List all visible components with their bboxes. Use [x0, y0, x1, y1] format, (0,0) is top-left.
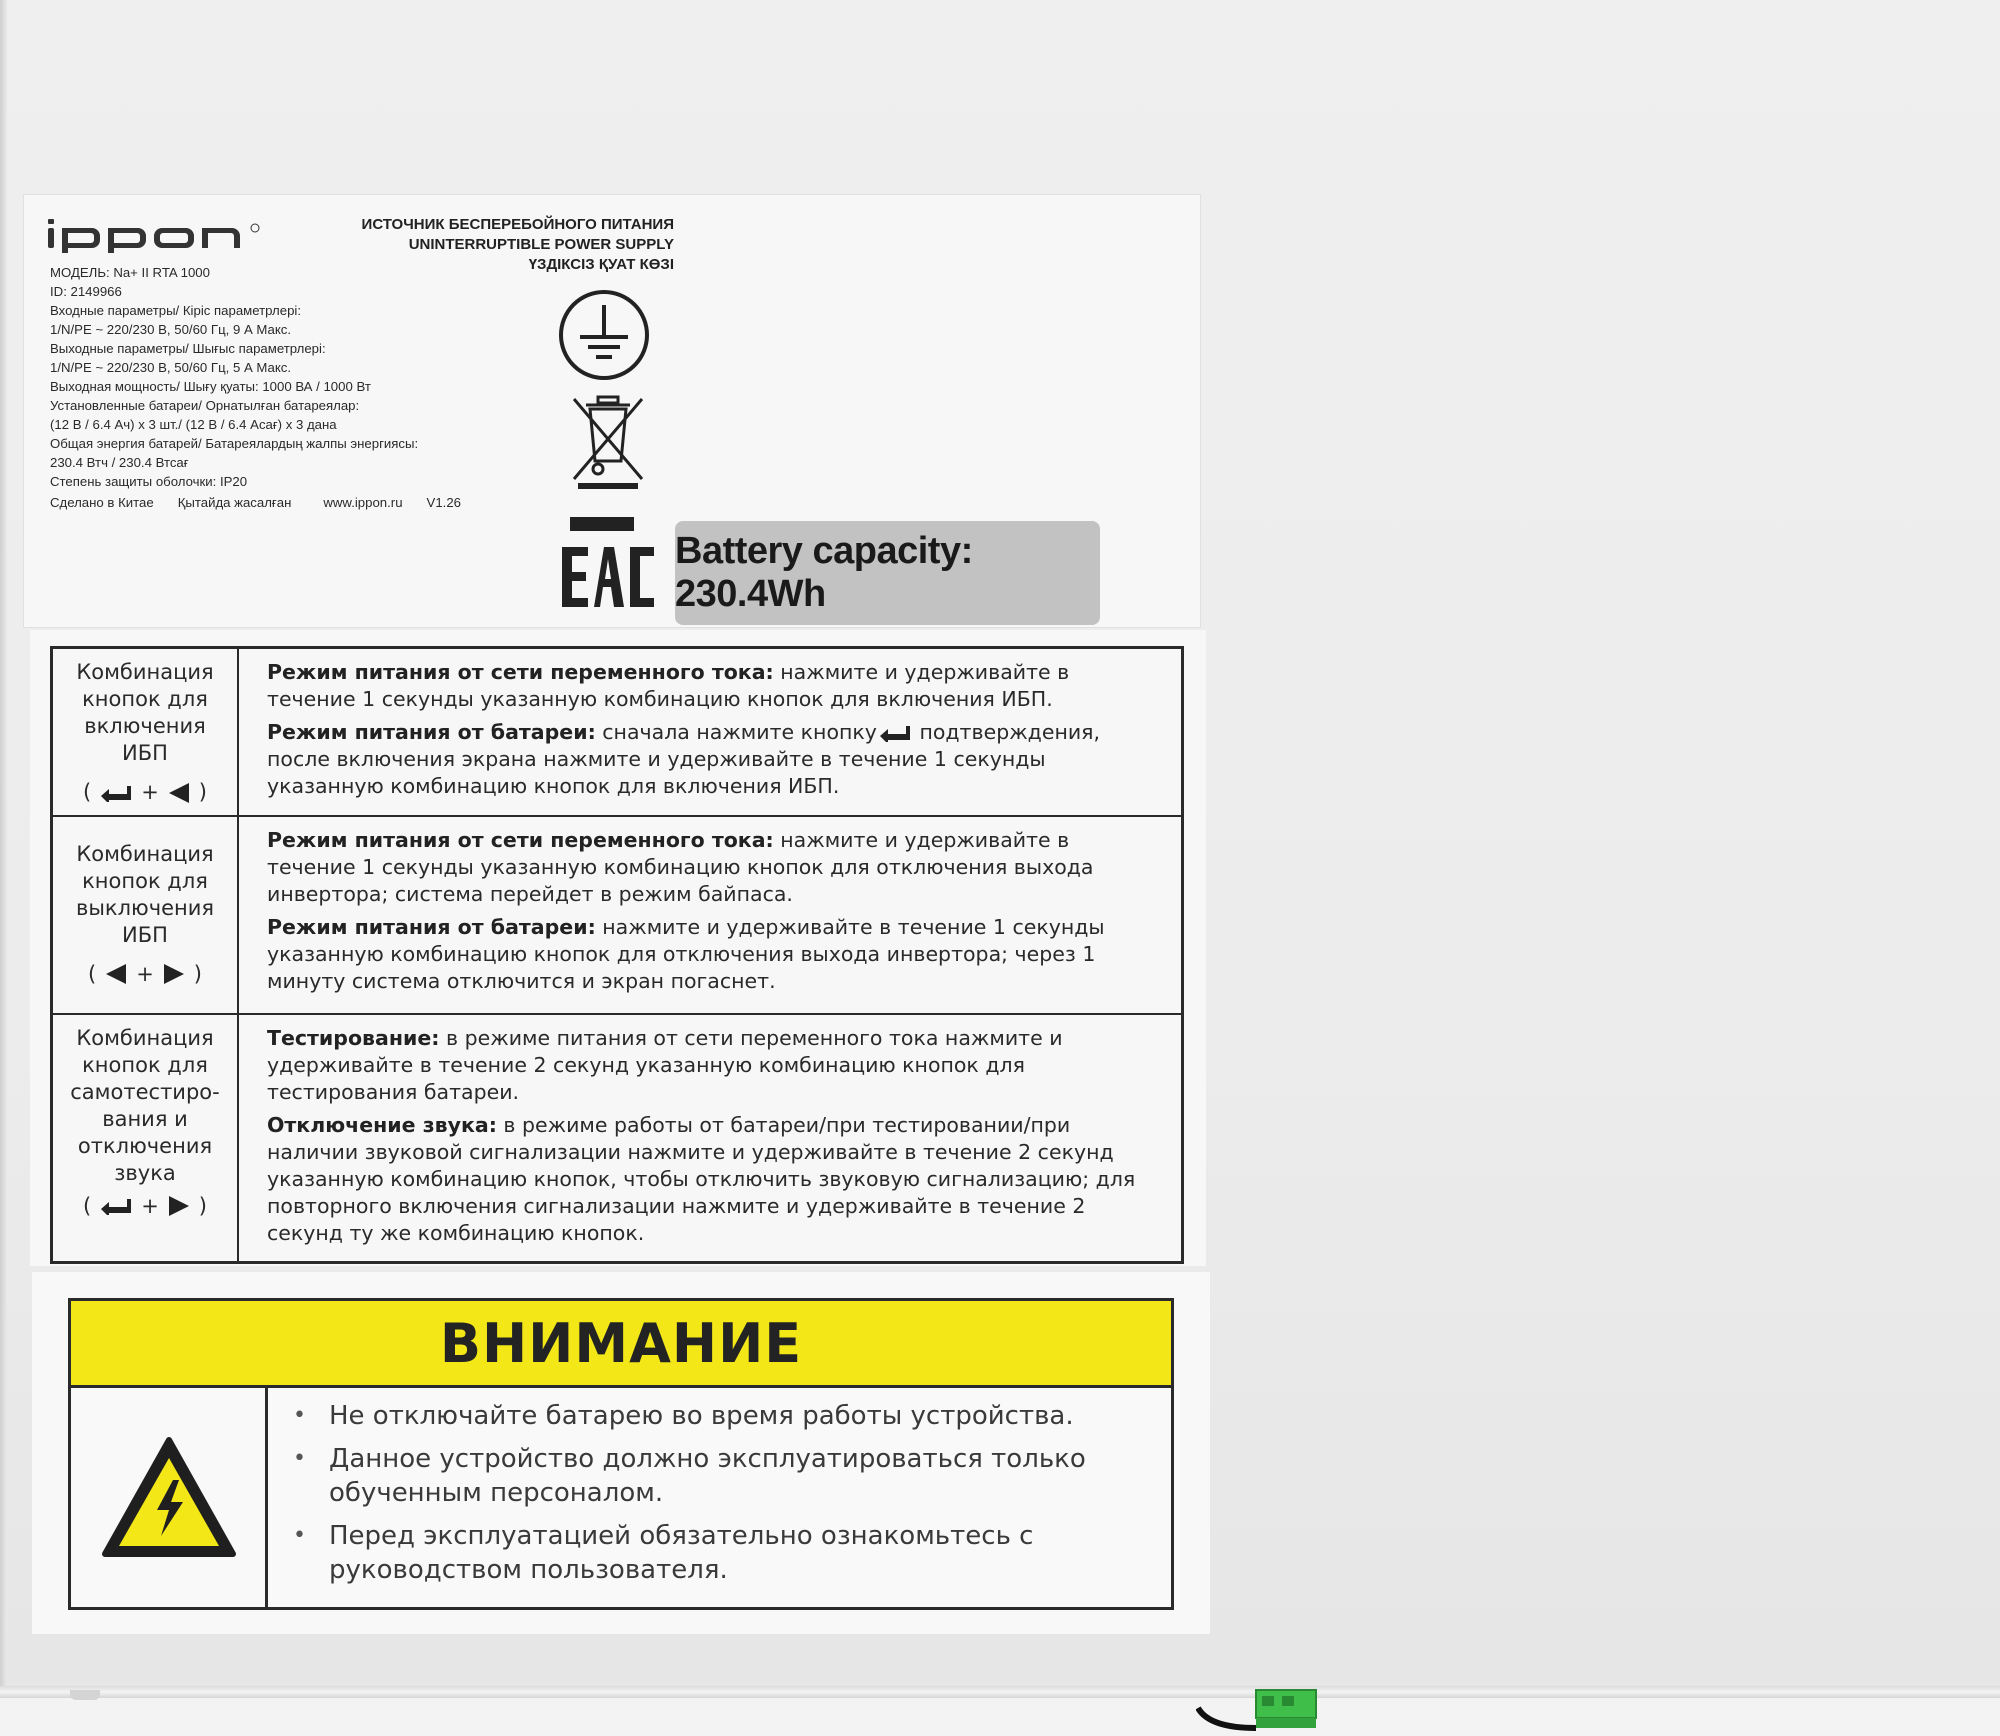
combo-title-line: вания и	[102, 1106, 188, 1131]
ippon-logo	[46, 217, 266, 253]
mode-paragraph	[267, 659, 1163, 713]
eac-mark-icon	[560, 517, 656, 617]
heading-kz: ҮЗДІКСІЗ ҚУАТ КӨЗІ	[528, 256, 674, 273]
heading-en: UNINTERRUPTIBLE POWER SUPPLY	[408, 236, 674, 253]
green-terminal-connector	[1196, 1688, 1356, 1736]
combo-title-line: кнопок для	[82, 687, 208, 711]
batteries-value: (12 В / 6.4 Ач) x 3 шт./ (12 В / 6.4 Асағ) x 3 дана	[50, 417, 337, 432]
combo-plus: +	[136, 961, 154, 986]
warning-title: ВНИМАНИЕ	[71, 1301, 1171, 1388]
combo-description-cell	[238, 648, 1183, 816]
panel-left-edge	[0, 0, 7, 1690]
combo-title-line: отключения	[77, 1133, 213, 1158]
combo-description-cell	[238, 1014, 1183, 1263]
combo-title-line: ИБП	[122, 741, 168, 765]
power-line: Выходная мощность/ Шығу қуаты: 1000 ВА / 1000 Вт	[50, 379, 371, 394]
combo-open-paren: (	[82, 780, 92, 804]
combo-title-cell	[52, 648, 239, 816]
foot-screw	[70, 1690, 100, 1700]
combo-title-line: включения	[84, 714, 206, 738]
protection-line: Степень защиты оболочки: IP20	[50, 474, 248, 489]
warning-list	[293, 1399, 1153, 1596]
mode-paragraph	[267, 719, 1163, 800]
heading-ru: ИСТОЧНИК БЕСПЕРЕБОЙНОГО ПИТАНИЯ	[361, 216, 674, 233]
combo-title-line: кнопок для	[82, 868, 208, 893]
mode-paragraph	[267, 914, 1163, 995]
website: www.ippon.ru	[323, 495, 403, 510]
mode-title: Режим питания от батареи:	[267, 720, 596, 744]
mode-text: подтверждения, после включения экрана нажмите и удерживайте в течение 1 секунды указанную комбинацию кнопок для включения ИБП.	[267, 720, 1101, 798]
warning-icon-cell	[71, 1388, 268, 1607]
warning-sticker	[32, 1272, 1210, 1634]
key-combination	[57, 779, 233, 806]
model-line: МОДЕЛЬ: Na+ II RTA 1000	[50, 265, 210, 280]
combo-title-line: звука	[114, 1160, 176, 1185]
combo-title-line: Комбинация	[76, 1025, 214, 1050]
mode-text: нажмите и удерживайте в течение 1 секунды указанную комбинацию кнопок для отключения выхода инвертора; система перейдет в режим байпаса.	[267, 827, 1094, 906]
mode-title: Режим питания от сети переменного тока:	[267, 827, 774, 852]
left-arrow-icon	[167, 781, 191, 805]
panel-bottom-edge	[0, 1686, 2000, 1698]
combo-close-paren: )	[193, 961, 202, 986]
mode-title: Режим питания от сети переменного тока:	[267, 660, 774, 684]
mode-text: в режиме питания от сети переменного тока нажмите и удерживайте в течение 2 секунд указанную комбинацию кнопок для тестирования батареи.	[267, 1025, 1063, 1104]
key-combination	[57, 961, 233, 988]
mode-text: в режиме работы от батареи/при тестировании/при наличии звуковой сигнализации нажмите и удерживайте в течение 2 секунд указанную комбинацию кнопок, чтобы отключить звуковую сигнализацию; для повторного включения сигнализации нажмите и удерживайте в течение 2 секунд ту же комбинацию кнопок.	[267, 1112, 1136, 1245]
output-value: 1/N/PE ~ 220/230 В, 50/60 Гц, 5 А Макс.	[50, 360, 292, 375]
combo-plus: +	[141, 1193, 159, 1218]
protective-earth-icon	[556, 287, 652, 383]
table-row	[52, 648, 1183, 816]
energy-label: Общая энергия батарей/ Батареялардың жалпы энергиясы:	[50, 436, 419, 451]
battery-capacity-text: Battery capacity: 230.4Wh	[675, 530, 973, 615]
combo-title-cell	[52, 1014, 239, 1263]
mode-text: нажмите и удерживайте в течение 1 секунды указанную комбинацию кнопок для отключения выхода инвертора; через 1 минуту система отключится и экран погаснет.	[267, 914, 1105, 993]
combo-close-paren: )	[198, 780, 207, 804]
combo-description-cell	[238, 816, 1183, 1014]
mode-paragraph	[267, 827, 1163, 908]
enter-key-icon	[99, 1197, 133, 1215]
right-arrow-icon	[162, 962, 186, 986]
combo-title-line: выключения	[75, 895, 215, 920]
id-line: ID: 2149966	[50, 284, 122, 299]
table-row	[52, 1014, 1183, 1263]
mode-text: сначала нажмите кнопку	[595, 720, 877, 744]
origin-line	[50, 493, 570, 512]
left-arrow-icon	[104, 962, 128, 986]
mode-paragraph	[267, 1112, 1163, 1247]
combo-title-line: Комбинация	[76, 660, 214, 684]
button-combination-sticker	[30, 630, 1206, 1266]
combo-open-paren: (	[87, 961, 97, 986]
background-surface	[0, 1698, 2000, 1736]
warning-item: • Не отключайте батарею во время работы устройства.	[293, 1399, 1153, 1433]
combo-title-cell	[52, 816, 239, 1014]
made-in: Сделано в Китае	[50, 495, 154, 510]
mode-title: Тестирование:	[267, 1025, 440, 1050]
mode-text: нажмите и удерживайте в течение 1 секунды указанную комбинацию кнопок для включения ИБП.	[267, 660, 1070, 711]
weee-crossed-bin-icon	[568, 391, 648, 491]
output-label: Выходные параметры/ Шығыс параметрлері:	[50, 341, 326, 356]
combo-title-line: кнопок для	[82, 1052, 208, 1077]
made-in-kz: Қытайда жасалған	[177, 495, 292, 510]
input-value: 1/N/PE ~ 220/230 В, 50/60 Гц, 9 А Макс.	[50, 322, 292, 337]
electric-hazard-warning-icon	[101, 1436, 237, 1560]
input-label: Входные параметры/ Кіріс параметрлері:	[50, 303, 301, 318]
warning-box	[68, 1298, 1174, 1610]
combo-title-line: ИБП	[122, 922, 168, 947]
combo-close-paren: )	[198, 1193, 207, 1218]
right-arrow-icon	[167, 1194, 191, 1218]
table-row	[52, 816, 1183, 1014]
combo-title-line: Комбинация	[76, 841, 214, 866]
mode-paragraph	[267, 1025, 1163, 1106]
battery-capacity-sticker	[675, 521, 1100, 625]
spec-block	[50, 263, 570, 512]
enter-key-icon	[877, 724, 913, 742]
combo-title-line: самотестиро-	[70, 1079, 220, 1104]
warning-item: • Данное устройство должно эксплуатироваться только обученным персоналом.	[293, 1442, 1153, 1510]
combo-plus: +	[141, 780, 159, 804]
mode-title: Режим питания от батареи:	[267, 914, 596, 939]
energy-value: 230.4 Втч / 230.4 Втсағ	[50, 455, 189, 470]
key-combination	[57, 1193, 233, 1220]
button-combination-table	[50, 646, 1184, 1264]
combo-open-paren: (	[82, 1193, 92, 1218]
warning-item: • Перед эксплуатацией обязательно ознакомьтесь с руководством пользователя.	[293, 1519, 1153, 1587]
mode-title: Отключение звука:	[267, 1112, 497, 1137]
batteries-label: Установленные батареи/ Орнатылған батареялар:	[50, 398, 360, 413]
version: V1.26	[426, 495, 461, 510]
enter-key-icon	[99, 784, 133, 802]
